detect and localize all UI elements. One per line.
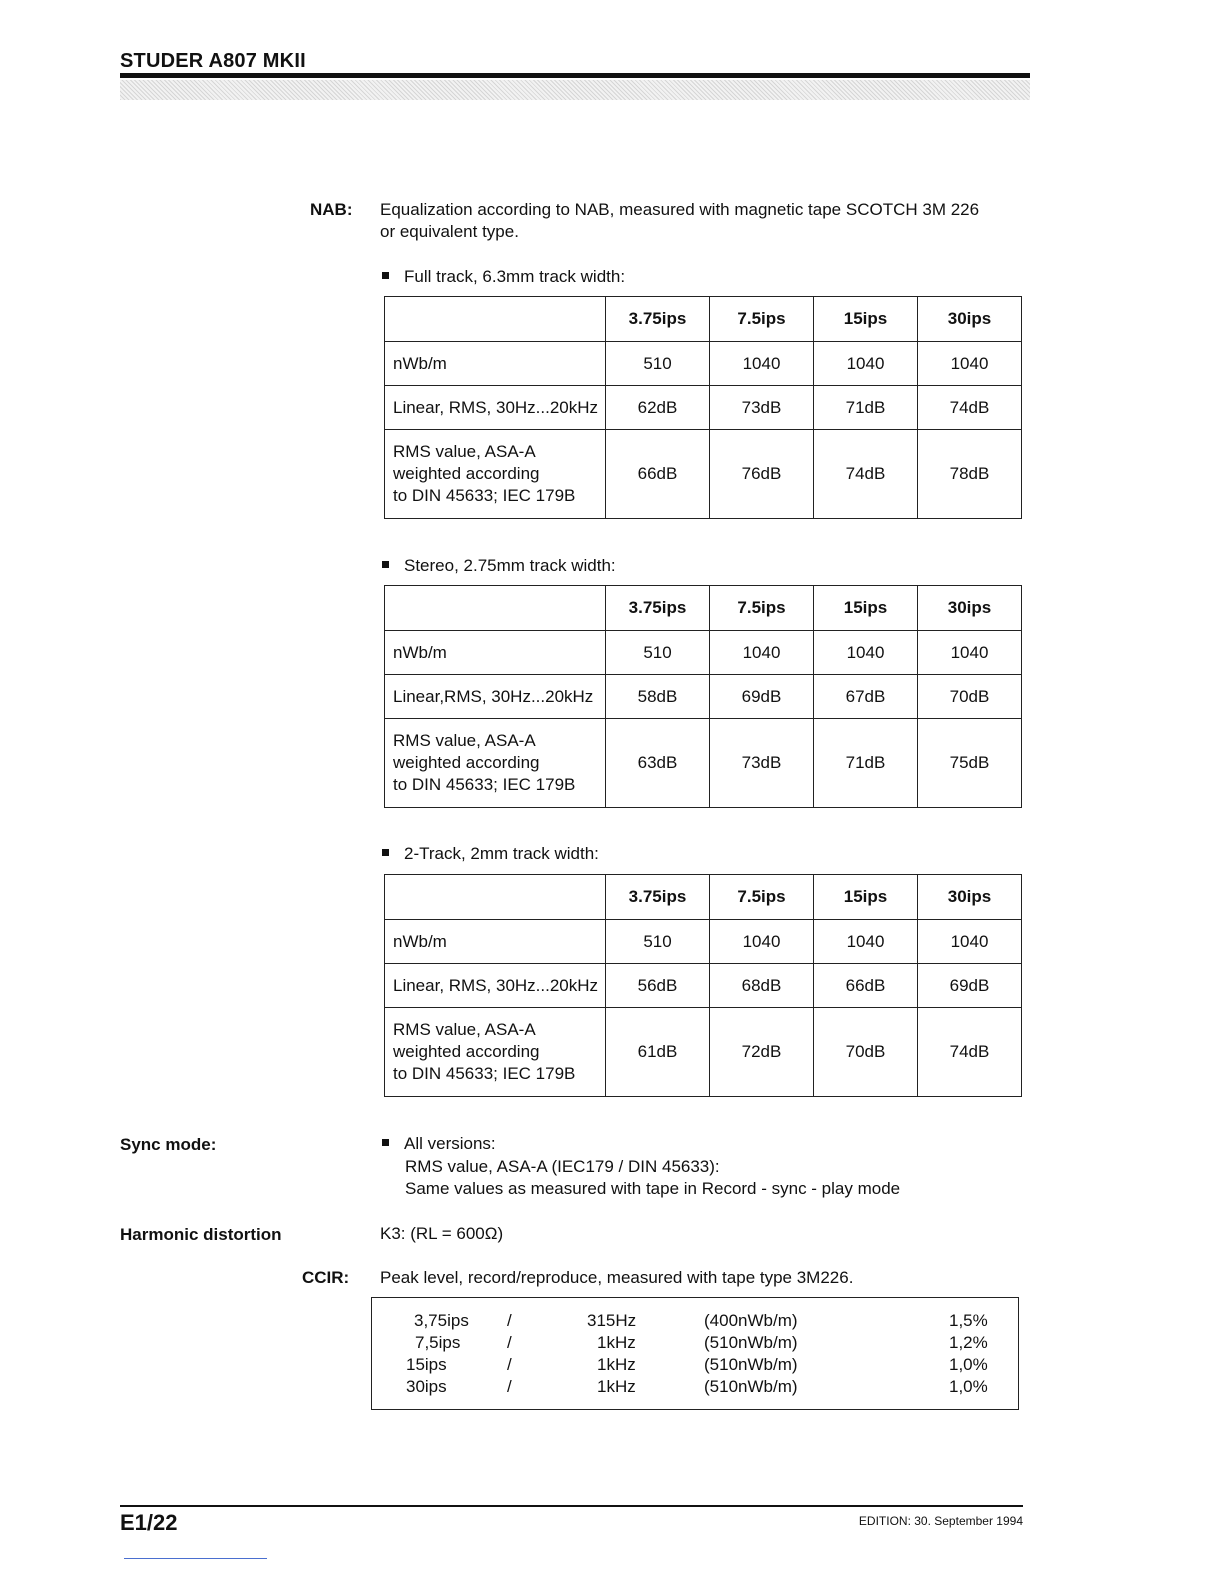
- page-number: E1/22: [120, 1510, 178, 1535]
- header-cell: 30ips: [918, 875, 1022, 920]
- header-cell: 3.75ips: [606, 586, 710, 631]
- ccir-distortion-value: 1,2%: [949, 1333, 988, 1352]
- cell-value: 1040: [814, 342, 918, 386]
- header-cell: [385, 586, 606, 631]
- cell-value: 56dB: [606, 964, 710, 1008]
- table-row: [385, 386, 1022, 430]
- cell-value: 1040: [918, 920, 1022, 964]
- ccir-frequency: 1kHz: [597, 1355, 636, 1374]
- sync-mode-line1: [382, 1133, 496, 1155]
- table-row: [385, 1008, 1022, 1097]
- cell-value: 62dB: [606, 386, 710, 430]
- row-label: [385, 1008, 606, 1097]
- cell-value: 74dB: [918, 1008, 1022, 1097]
- ccir-speed: 3,75ips: [414, 1311, 469, 1330]
- caption-text: 2-Track, 2mm track width:: [404, 844, 599, 863]
- cell-value: 74dB: [814, 430, 918, 519]
- row-label-line: to DIN 45633; IEC 179B: [393, 486, 576, 505]
- row-label: nWb/m: [385, 342, 606, 386]
- table-caption-full-track: [382, 266, 625, 288]
- row-label-line: to DIN 45633; IEC 179B: [393, 775, 576, 794]
- bullet-icon: [382, 1139, 389, 1146]
- bullet-icon: [382, 272, 389, 279]
- table-row: [385, 430, 1022, 519]
- header-cell: 7.5ips: [710, 875, 814, 920]
- cell-value: 74dB: [918, 386, 1022, 430]
- ccir-frequency: 1kHz: [597, 1333, 636, 1352]
- ccir-distortion-value: 1,0%: [949, 1377, 988, 1396]
- cell-value: 66dB: [606, 430, 710, 519]
- cell-value: 1040: [814, 631, 918, 675]
- header-cell: [385, 297, 606, 342]
- cell-value: 63dB: [606, 719, 710, 808]
- header-cell: 15ips: [814, 297, 918, 342]
- cell-value: 1040: [918, 342, 1022, 386]
- cell-value: 58dB: [606, 675, 710, 719]
- ccir-distortion-value: 1,0%: [949, 1355, 988, 1374]
- ccir-speed: 30ips: [406, 1377, 447, 1396]
- cell-value: 510: [606, 342, 710, 386]
- table-caption-two-track: [382, 843, 599, 865]
- caption-text: Stereo, 2.75mm track width:: [404, 556, 616, 575]
- table-header-row: [385, 297, 1022, 342]
- row-label-line: to DIN 45633; IEC 179B: [393, 1064, 576, 1083]
- harmonic-distortion-text: K3: (RL = 600Ω): [380, 1224, 504, 1243]
- bullet-icon: [382, 849, 389, 856]
- cell-value: 71dB: [814, 386, 918, 430]
- edition-date: EDITION: 30. September 1994: [858, 1514, 1023, 1528]
- caption-text: Full track, 6.3mm track width:: [404, 267, 626, 286]
- cell-value: 1040: [710, 631, 814, 675]
- ccir-level: (510nWb/m): [704, 1333, 798, 1352]
- header-band: [120, 80, 1030, 100]
- header-cell: 30ips: [918, 297, 1022, 342]
- sync-mode-text: All versions:: [404, 1134, 496, 1153]
- table-two-track: [384, 874, 1022, 1097]
- table-row: [385, 920, 1022, 964]
- row-label: Linear, RMS, 30Hz...20kHz: [385, 964, 606, 1008]
- cell-value: 61dB: [606, 1008, 710, 1097]
- row-label: Linear,RMS, 30Hz...20kHz: [385, 675, 606, 719]
- row-label-line: weighted according: [393, 1042, 540, 1061]
- table-header-row: [385, 875, 1022, 920]
- cell-value: 1040: [814, 920, 918, 964]
- row-label-line: RMS value, ASA-A: [393, 1020, 536, 1039]
- cell-value: 70dB: [918, 675, 1022, 719]
- table-row: [385, 964, 1022, 1008]
- header-cell: 15ips: [814, 875, 918, 920]
- row-label: [385, 430, 606, 519]
- header-cell: 7.5ips: [710, 297, 814, 342]
- header-cell: [385, 875, 606, 920]
- sync-mode-line3: Same values as measured with tape in Record - sync - play mode: [405, 1179, 901, 1198]
- row-label-line: RMS value, ASA-A: [393, 442, 536, 461]
- cell-value: 510: [606, 920, 710, 964]
- cell-value: 66dB: [814, 964, 918, 1008]
- ccir-row: [372, 1355, 1018, 1377]
- ccir-separator: /: [507, 1377, 512, 1396]
- table-full-track: [384, 296, 1022, 519]
- ccir-distortion-value: 1,5%: [949, 1311, 988, 1330]
- cell-value: 71dB: [814, 719, 918, 808]
- row-label-line: weighted according: [393, 464, 540, 483]
- ccir-row: [372, 1333, 1018, 1355]
- ccir-separator: /: [507, 1311, 512, 1330]
- ccir-separator: /: [507, 1355, 512, 1374]
- cell-value: 73dB: [710, 719, 814, 808]
- cell-value: 69dB: [918, 964, 1022, 1008]
- sync-mode-label: Sync mode:: [120, 1135, 217, 1154]
- table-row: [385, 719, 1022, 808]
- header-cell: 3.75ips: [606, 297, 710, 342]
- cell-value: 70dB: [814, 1008, 918, 1097]
- row-label: nWb/m: [385, 920, 606, 964]
- ccir-row: [372, 1377, 1018, 1399]
- header-cell: 7.5ips: [710, 586, 814, 631]
- row-label: Linear, RMS, 30Hz...20kHz: [385, 386, 606, 430]
- footer-rule: [120, 1505, 1023, 1507]
- header-cell: 30ips: [918, 586, 1022, 631]
- bottom-link-underline: [124, 1558, 267, 1559]
- table-caption-stereo: [382, 555, 616, 577]
- sync-mode-line2: RMS value, ASA-A (IEC179 / DIN 45633):: [405, 1157, 720, 1176]
- document-title: STUDER A807 MKII: [120, 50, 306, 72]
- ccir-separator: /: [507, 1333, 512, 1352]
- cell-value: 72dB: [710, 1008, 814, 1097]
- row-label-line: weighted according: [393, 753, 540, 772]
- cell-value: 510: [606, 631, 710, 675]
- nab-description-line1: Equalization according to NAB, measured with magnetic tape SCOTCH 3M 226: [380, 200, 980, 219]
- table-row: [385, 675, 1022, 719]
- cell-value: 67dB: [814, 675, 918, 719]
- cell-value: 69dB: [710, 675, 814, 719]
- nab-label: NAB:: [310, 200, 353, 219]
- table-row: [385, 342, 1022, 386]
- ccir-level: (510nWb/m): [704, 1355, 798, 1374]
- harmonic-distortion-label: Harmonic distortion: [120, 1225, 282, 1244]
- cell-value: 1040: [710, 920, 814, 964]
- ccir-speed: 15ips: [406, 1355, 447, 1374]
- row-label-line: RMS value, ASA-A: [393, 731, 536, 750]
- ccir-speed: 7,5ips: [415, 1333, 461, 1352]
- table-row: [385, 631, 1022, 675]
- ccir-row: [372, 1311, 1018, 1333]
- cell-value: 76dB: [710, 430, 814, 519]
- cell-value: 78dB: [918, 430, 1022, 519]
- ccir-frequency: 315Hz: [587, 1311, 637, 1330]
- cell-value: 73dB: [710, 386, 814, 430]
- row-label: nWb/m: [385, 631, 606, 675]
- table-header-row: [385, 586, 1022, 631]
- header-cell: 15ips: [814, 586, 918, 631]
- bullet-icon: [382, 561, 389, 568]
- cell-value: 68dB: [710, 964, 814, 1008]
- cell-value: 1040: [710, 342, 814, 386]
- header-rule: [120, 73, 1030, 78]
- ccir-description: Peak level, record/reproduce, measured with tape type 3M226.: [380, 1268, 854, 1287]
- header-cell: 3.75ips: [606, 875, 710, 920]
- nab-description-line2: or equivalent type.: [380, 222, 519, 241]
- cell-value: 75dB: [918, 719, 1022, 808]
- table-stereo: [384, 585, 1022, 808]
- ccir-label: CCIR:: [302, 1268, 350, 1287]
- cell-value: 1040: [918, 631, 1022, 675]
- ccir-level: (400nWb/m): [704, 1311, 798, 1330]
- ccir-level: (510nWb/m): [704, 1377, 798, 1396]
- ccir-frequency: 1kHz: [597, 1377, 636, 1396]
- ccir-distortion-table: [371, 1297, 1019, 1410]
- row-label: [385, 719, 606, 808]
